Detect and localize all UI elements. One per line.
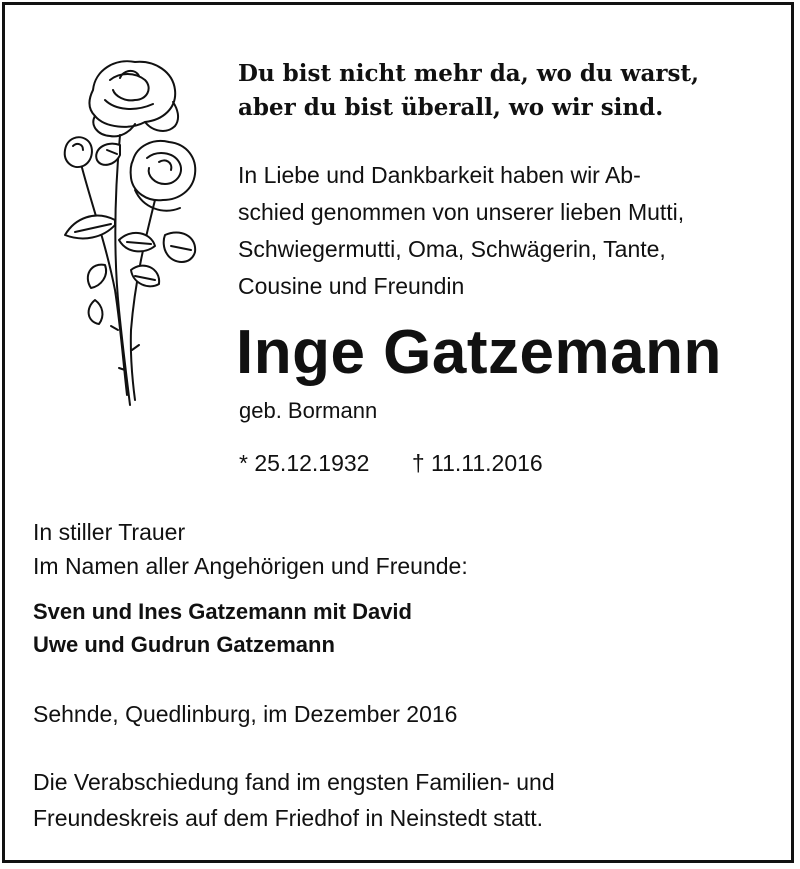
family-member: Sven und Ines Gatzemann mit David	[33, 599, 412, 624]
birth-name: geb. Bormann	[239, 398, 378, 423]
obituary-card	[2, 2, 794, 863]
intro-text	[238, 157, 684, 305]
death-date: † 11.11.2016	[411, 450, 543, 476]
mourners-intro	[33, 515, 468, 583]
farewell-line: Freundeskreis auf dem Friedhof in Neinstedt statt.	[33, 805, 544, 831]
family-names	[33, 595, 412, 661]
intro-line: In Liebe und Dankbarkeit haben wir Ab-	[238, 162, 641, 188]
intro-line: Schwiegermutti, Oma, Schwägerin, Tante,	[238, 236, 666, 262]
intro-line: schied genommen von unserer lieben Mutti,	[238, 199, 685, 225]
farewell-note	[33, 764, 555, 836]
motto-line-1: Du bist nicht mehr da, wo du warst,	[238, 60, 700, 87]
mourners-line-2: Im Namen aller Angehörigen und Freunde:	[33, 553, 468, 579]
place-and-date: Sehnde, Quedlinburg, im Dezember 2016	[33, 701, 458, 727]
family-member: Uwe und Gudrun Gatzemann	[33, 632, 335, 657]
motto	[238, 57, 699, 125]
motto-line-2: aber du bist überall, wo wir sind.	[238, 94, 664, 121]
mourners-line-1: In stiller Trauer	[33, 519, 186, 545]
intro-line: Cousine und Freundin	[238, 273, 465, 299]
birth-date: * 25.12.1932	[239, 450, 370, 476]
deceased-name: Inge Gatzemann	[236, 318, 722, 387]
rose-illustration	[35, 50, 205, 410]
farewell-line: Die Verabschiedung fand im engsten Familien- und	[33, 769, 555, 795]
life-dates	[239, 445, 543, 481]
